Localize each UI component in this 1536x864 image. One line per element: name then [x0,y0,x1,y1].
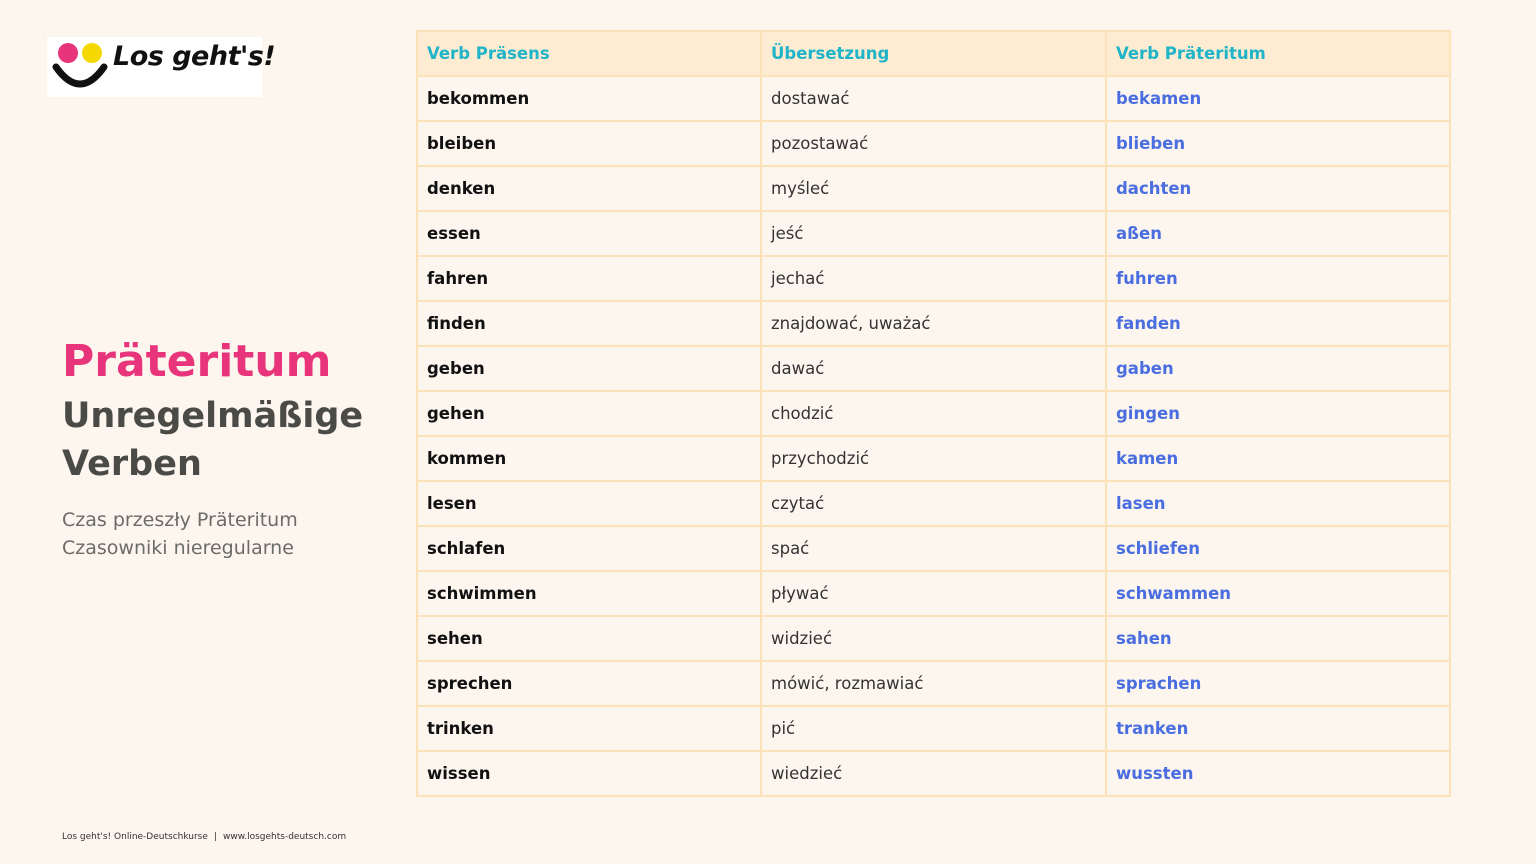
verb-present-cell: fahren [417,256,761,301]
translation-cell: pływać [761,571,1106,616]
footer-brand: Los geht's! Online-Deutschkurse [62,832,208,842]
verb-present-cell: geben [417,346,761,391]
footer [62,832,346,842]
verb-preterite-cell: schliefen [1106,526,1450,571]
translation-cell: widzieć [761,616,1106,661]
verb-present-cell: sprechen [417,661,761,706]
verb-preterite-cell: bekamen [1106,76,1450,121]
verb-preterite-cell: fuhren [1106,256,1450,301]
logo-text: Los geht's! [113,41,276,72]
table-row [417,616,1450,661]
description-line-2: Czasowniki nieregularne [62,537,294,559]
verb-preterite-cell: schwammen [1106,571,1450,616]
table-row [417,751,1450,796]
translation-cell: czytać [761,481,1106,526]
verb-preterite-cell: gaben [1106,346,1450,391]
table-row [417,211,1450,256]
verb-preterite-cell: kamen [1106,436,1450,481]
table-row [417,301,1450,346]
header-verb-present: Verb Präsens [417,31,761,76]
description [62,506,298,562]
translation-cell: pić [761,706,1106,751]
translation-cell: chodzić [761,391,1106,436]
smiley-logo-icon [52,41,112,93]
translation-cell: jeść [761,211,1106,256]
table-row [417,346,1450,391]
translation-cell: spać [761,526,1106,571]
verb-present-cell: schwimmen [417,571,761,616]
table-row [417,121,1450,166]
header-translation: Übersetzung [761,31,1106,76]
subtitle-line-2: Verben [62,444,202,484]
verb-present-cell: bleiben [417,121,761,166]
verb-preterite-cell: blieben [1106,121,1450,166]
verb-preterite-cell: sahen [1106,616,1450,661]
description-line-1: Czas przeszły Präteritum [62,509,298,531]
table-row [417,661,1450,706]
table-row [417,436,1450,481]
translation-cell: wiedzieć [761,751,1106,796]
table-row [417,571,1450,616]
header-verb-preterite: Verb Präteritum [1106,31,1450,76]
verb-present-cell: lesen [417,481,761,526]
table-row [417,391,1450,436]
verb-preterite-cell: gingen [1106,391,1450,436]
table-row [417,706,1450,751]
verb-preterite-cell: dachten [1106,166,1450,211]
translation-cell: myśleć [761,166,1106,211]
page-subtitle [62,392,392,488]
translation-cell: jechać [761,256,1106,301]
logo [47,37,276,97]
table-row [417,256,1450,301]
verb-preterite-cell: tranken [1106,706,1450,751]
verb-present-cell: sehen [417,616,761,661]
translation-cell: dawać [761,346,1106,391]
translation-cell: pozostawać [761,121,1106,166]
subtitle-line-1: Unregelmäßige [62,396,364,436]
table-row [417,481,1450,526]
verb-preterite-cell: lasen [1106,481,1450,526]
verb-table [416,30,1451,797]
translation-cell: znajdować, uważać [761,301,1106,346]
verb-present-cell: kommen [417,436,761,481]
verb-present-cell: essen [417,211,761,256]
verb-present-cell: finden [417,301,761,346]
table-header-row [417,31,1450,76]
footer-url: www.losgehts-deutsch.com [222,832,347,842]
table-row [417,76,1450,121]
verb-present-cell: schlafen [417,526,761,571]
table-row [417,526,1450,571]
translation-cell: dostawać [761,76,1106,121]
verb-present-cell: denken [417,166,761,211]
verb-preterite-cell: sprachen [1106,661,1450,706]
verb-present-cell: wissen [417,751,761,796]
footer-separator: | [213,832,217,842]
verb-present-cell: gehen [417,391,761,436]
title-block [62,334,392,488]
translation-cell: mówić, rozmawiać [761,661,1106,706]
table-row [417,166,1450,211]
verb-preterite-cell: fanden [1106,301,1450,346]
translation-cell: przychodzić [761,436,1106,481]
verb-present-cell: bekommen [417,76,761,121]
verb-preterite-cell: aßen [1106,211,1450,256]
verb-preterite-cell: wussten [1106,751,1450,796]
verb-present-cell: trinken [417,706,761,751]
page-title: Präteritum [62,336,332,387]
